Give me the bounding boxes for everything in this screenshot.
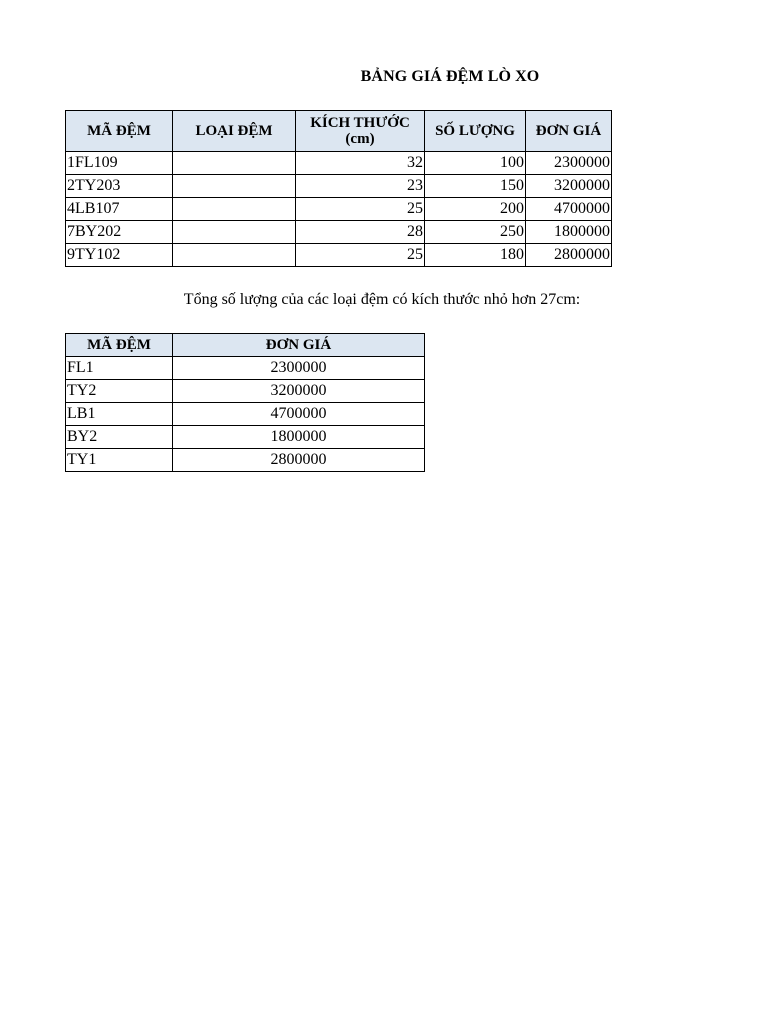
table-row — [66, 175, 612, 198]
cell-code[interactable]: 9TY102 — [66, 244, 173, 267]
summary-label: Tổng số lượng của các loại đệm có kích thước nhỏ hơn 27cm: — [183, 291, 581, 308]
table-row — [66, 221, 612, 244]
lookup-cell-code[interactable]: FL1 — [66, 357, 173, 380]
cell-type[interactable] — [173, 175, 296, 198]
lookup-cell-price[interactable]: 3200000 — [173, 380, 425, 403]
cell-type[interactable] — [173, 198, 296, 221]
cell-price[interactable]: 3200000 — [526, 175, 612, 198]
lookup-cell-price[interactable]: 2800000 — [173, 449, 425, 472]
lookup-cell-code[interactable]: BY2 — [66, 426, 173, 449]
table-row — [66, 380, 425, 403]
price-table-header-row — [66, 111, 612, 152]
header-kich-thuoc-line1: KÍCH THƯỚC — [310, 115, 410, 131]
cell-qty[interactable]: 180 — [425, 244, 526, 267]
header-don-gia[interactable]: ĐƠN GIÁ — [526, 111, 612, 152]
table-row — [66, 449, 425, 472]
cell-size[interactable]: 25 — [296, 244, 425, 267]
cell-price[interactable]: 2800000 — [526, 244, 612, 267]
lookup-table — [65, 333, 425, 472]
header-so-luong[interactable]: SỐ LƯỢNG — [425, 111, 526, 152]
lookup-cell-price[interactable]: 4700000 — [173, 403, 425, 426]
header-kich-thuoc-line2: (cm) — [345, 131, 375, 147]
cell-code[interactable]: 2TY203 — [66, 175, 173, 198]
table-row — [66, 426, 425, 449]
table-row — [66, 244, 612, 267]
cell-code[interactable]: 1FL109 — [66, 152, 173, 175]
lookup-cell-price[interactable]: 2300000 — [173, 357, 425, 380]
cell-price[interactable]: 4700000 — [526, 198, 612, 221]
lookup-header-ma-dem[interactable]: MÃ ĐỆM — [66, 334, 173, 357]
table-row — [66, 198, 612, 221]
cell-size[interactable]: 23 — [296, 175, 425, 198]
table-row — [66, 357, 425, 380]
sheet-title: BẢNG GIÁ ĐỆM LÒ XO — [360, 68, 540, 85]
lookup-cell-price[interactable]: 1800000 — [173, 426, 425, 449]
cell-type[interactable] — [173, 152, 296, 175]
cell-qty[interactable]: 200 — [425, 198, 526, 221]
cell-qty[interactable]: 150 — [425, 175, 526, 198]
cell-code[interactable]: 4LB107 — [66, 198, 173, 221]
lookup-cell-code[interactable]: TY2 — [66, 380, 173, 403]
cell-size[interactable]: 25 — [296, 198, 425, 221]
cell-size[interactable]: 32 — [296, 152, 425, 175]
header-ma-dem[interactable]: MÃ ĐỆM — [66, 111, 173, 152]
cell-qty[interactable]: 100 — [425, 152, 526, 175]
cell-type[interactable] — [173, 221, 296, 244]
table-row — [66, 152, 612, 175]
cell-price[interactable]: 1800000 — [526, 221, 612, 244]
cell-code[interactable]: 7BY202 — [66, 221, 173, 244]
table-row — [66, 403, 425, 426]
header-loai-dem[interactable]: LOẠI ĐỆM — [173, 111, 296, 152]
cell-size[interactable]: 28 — [296, 221, 425, 244]
lookup-table-header-row — [66, 334, 425, 357]
header-kich-thuoc[interactable] — [296, 111, 425, 152]
cell-type[interactable] — [173, 244, 296, 267]
lookup-cell-code[interactable]: TY1 — [66, 449, 173, 472]
lookup-header-don-gia[interactable]: ĐƠN GIÁ — [173, 334, 425, 357]
cell-price[interactable]: 2300000 — [526, 152, 612, 175]
cell-qty[interactable]: 250 — [425, 221, 526, 244]
lookup-cell-code[interactable]: LB1 — [66, 403, 173, 426]
price-table — [65, 110, 612, 267]
